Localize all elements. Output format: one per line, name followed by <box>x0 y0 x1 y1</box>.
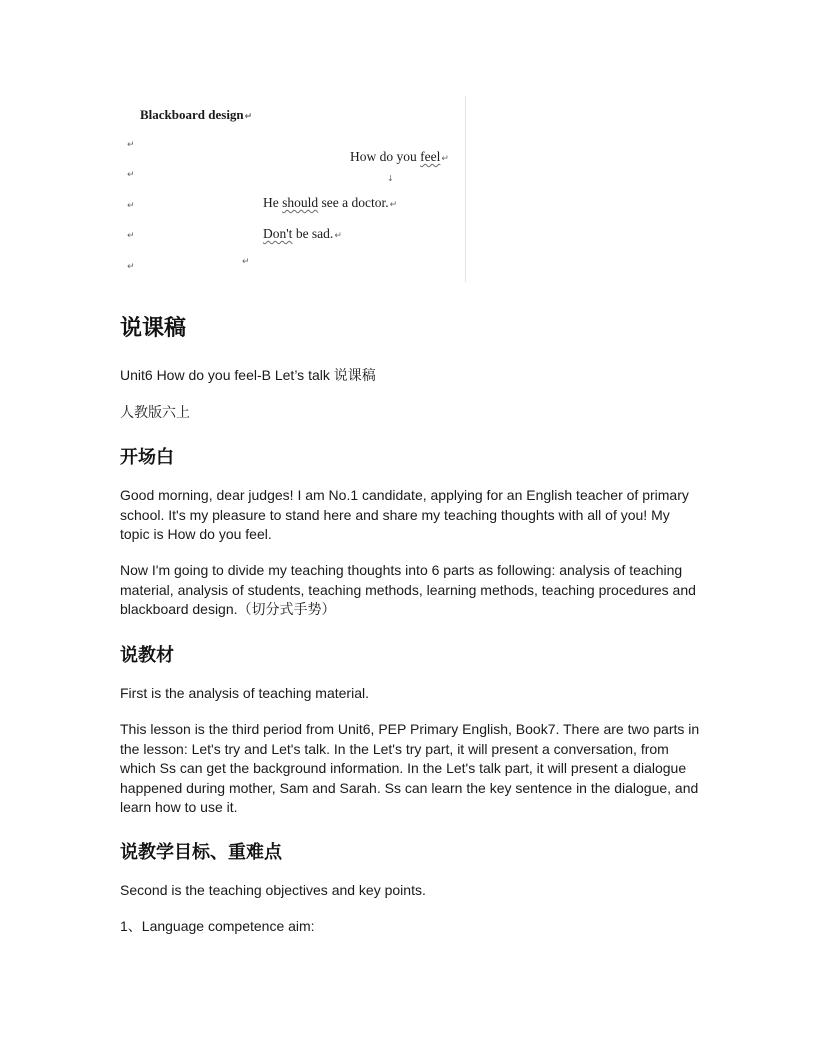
paragraph-mark-icon: ↵ <box>334 231 342 241</box>
paragraph: This lesson is the third period from Unit6, PEP Primary English, Book7. There are two parts in the lesson: Let's try and Let's talk. In the Let's try part, it will present a conversation, from which Ss can get the background information. In the Let's talk part, it will present a dialogue happened during mother, Sam and Sarah. Ss can learn the key sentence in the dialogue, and learn how to use it. <box>120 721 700 815</box>
section-heading-objectives: 说教学目标、重难点 <box>120 842 282 863</box>
paragraph-mark-icon: ↵ <box>244 112 253 122</box>
figure-border <box>465 96 466 282</box>
paragraph: 1、Language competence aim: <box>120 918 315 934</box>
blackboard-sentence-2: Don't be sad.↵ <box>263 226 342 241</box>
paragraph-mark-icon: ↵ <box>127 140 135 150</box>
paragraph-mark-icon: ↵ <box>389 200 398 210</box>
paragraph-mark-icon: ↵ <box>441 154 449 164</box>
paragraph: Good morning, dear judges! I am No.1 candidate, applying for an English teacher of primary school. It's my pleasure to stand here and share my teaching thoughts with all of you! My topic is How do you feel. <box>120 487 689 542</box>
blackboard-heading: How do you feel↵ <box>350 149 449 164</box>
edition-label: 人教版六上 <box>120 405 190 421</box>
paragraph: Now I'm going to divide my teaching thoughts into 6 parts as following: analysis of teaching material, analysis of students, teaching methods, learning methods, teaching procedures and blackboard design.（切分式手势） <box>120 562 696 617</box>
paragraph-mark-icon: ↵ <box>127 231 135 241</box>
section-heading-material: 说教材 <box>120 645 174 666</box>
paragraph-mark-icon: ↵ <box>127 170 135 180</box>
paragraph-mark-icon: ↵ <box>242 257 250 267</box>
document-subtitle: Unit6 How do you feel-B Let’s talk 说课稿 <box>120 367 376 383</box>
blackboard-sentence-1: He should see a doctor.↵ <box>263 195 398 210</box>
paragraph: Second is the teaching objectives and key points. <box>120 882 426 898</box>
paragraph-mark-icon: ↵ <box>127 201 135 211</box>
document-title: 说课稿 <box>120 316 187 341</box>
small-mark-icon: ↓ <box>387 174 394 183</box>
blackboard-title: Blackboard design↵ <box>140 107 253 122</box>
paragraph: First is the analysis of teaching material. <box>120 685 369 701</box>
paragraph-mark-icon: ↵ <box>127 262 135 272</box>
section-heading-opening: 开场白 <box>120 447 174 468</box>
